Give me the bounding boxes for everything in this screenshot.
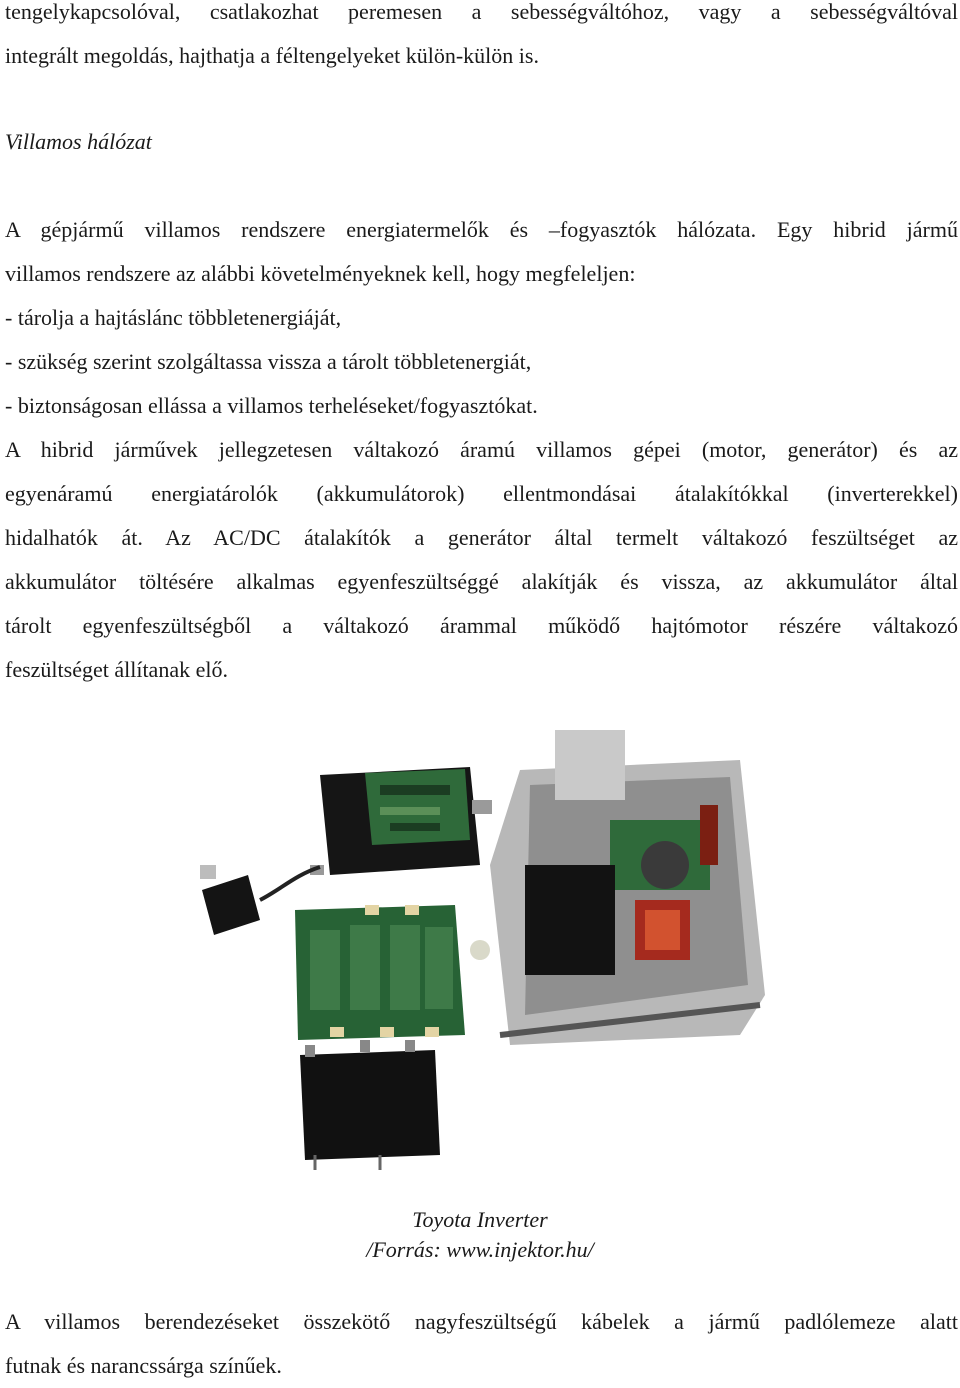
inverter-housing [470, 730, 765, 1045]
inverter-photo [180, 715, 780, 1205]
text-line: tárolt egyenfeszültségből a váltakozó árammal működő hajtómotor részére váltakozó [5, 613, 958, 638]
text-line: integrált megoldás, hajthatja a féltengelyeket külön-külön is. [5, 43, 539, 68]
text-line: feszültséget állítanak elő. [5, 657, 228, 682]
text-line: akkumulátor töltésére alkalmas egyenfeszültséggé alakítják és vissza, az akkumulátor által [5, 569, 958, 594]
paragraph-requirements [5, 208, 958, 428]
list-item: - biztonságosan ellássa a villamos terheléseket/fogyasztókat. [5, 393, 538, 418]
figure-caption: Toyota Inverter [412, 1207, 548, 1232]
figure-source: /Forrás: www.injektor.hu/ [366, 1237, 594, 1262]
paragraph-bottom [5, 1300, 958, 1388]
list-item: - tárolja a hajtáslánc többletenergiáját, [5, 305, 342, 330]
section-heading-block [5, 120, 958, 164]
text-line: A gépjármű villamos rendszere energiatermelők és –fogyasztók hálózata. Egy hibrid jármű [5, 217, 958, 242]
text-line: hidalhatók át. Az AC/DC átalakítók a generátor által termelt váltakozó feszültséget az [5, 525, 958, 550]
paragraph-inverter [5, 428, 958, 692]
capacitor-box [300, 1040, 440, 1170]
paragraph-top [5, 0, 958, 78]
text-line: villamos rendszere az alábbi követelményeknek kell, hogy megfeleljen: [5, 261, 636, 286]
power-board [295, 905, 465, 1040]
text-line: egyenáramú energiatárolók (akkumulátorok) ellentmondásai átalakítókkal (inverterekkel) [5, 481, 958, 506]
text-line: tengelykapcsolóval, csatlakozhat peremesen a sebességváltóhoz, vagy a sebességváltóval [5, 0, 958, 24]
text-line: futnak és narancssárga színűek. [5, 1353, 282, 1378]
list-item: - szükség szerint szolgáltassa vissza a tárolt többletenergiát, [5, 349, 532, 374]
text-line: A hibrid járművek jellegzetesen váltakozó áramú villamos gépei (motor, generátor) és az [5, 437, 958, 462]
section-heading: Villamos hálózat [5, 129, 152, 154]
text-line: A villamos berendezéseket összekötő nagyfeszültségű kábelek a jármű padlólemeze alatt [5, 1309, 958, 1334]
control-module [310, 767, 492, 875]
